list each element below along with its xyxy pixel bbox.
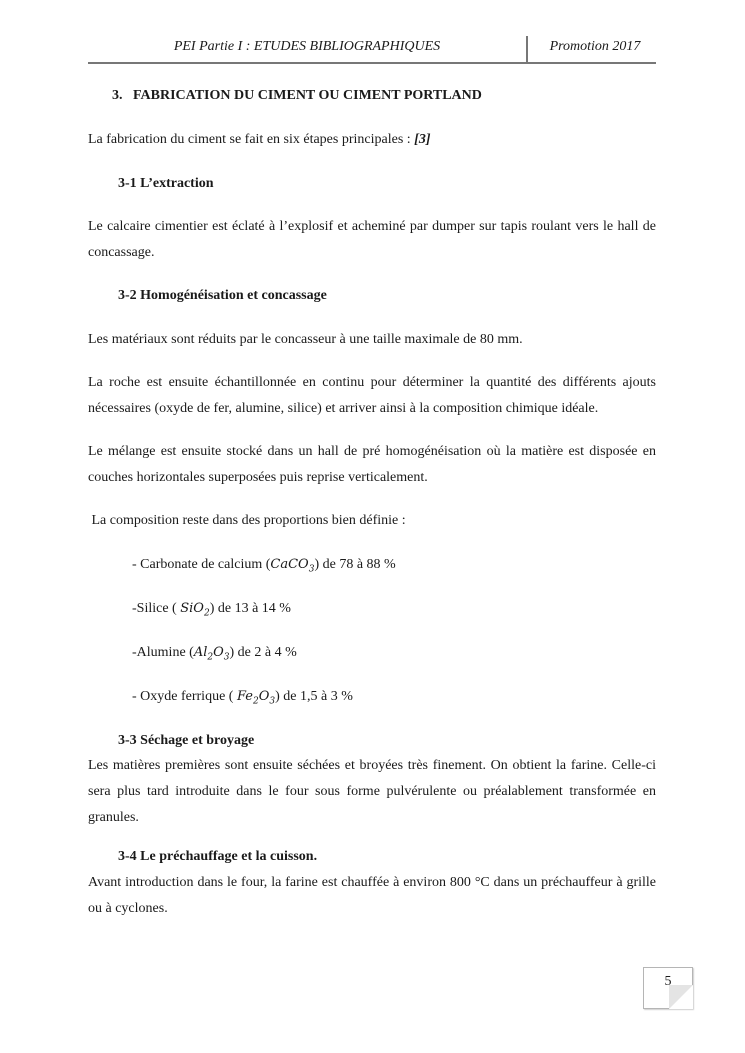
list-item-carbonate [132, 557, 396, 575]
formula-base: O [213, 645, 224, 660]
list-item-range: ) de 13 à 14 % [209, 601, 291, 616]
chemical-formula [193, 645, 230, 663]
paragraph-concasseur: Les matériaux sont réduits par le concasseur à une taille maximale de 80 mm. [88, 332, 523, 347]
section-title: FABRICATION DU CIMENT OU CIMENT PORTLAND [133, 88, 482, 103]
intro-paragraph [88, 127, 656, 153]
formula-subscript: 3 [269, 696, 276, 707]
list-item-text: -Alumine ( [132, 645, 194, 660]
paragraph-echantillonnage: La roche est ensuite échantillonnée en continu pour déterminer la quantité des différents ajouts nécessaires (oxyde de fer, alumine, silice) et arriver ainsi à la composition chimique idéale. [88, 375, 656, 416]
page-header [88, 36, 656, 64]
list-item-range: ) de 78 à 88 % [314, 557, 396, 572]
formula-base: SiO [180, 601, 204, 616]
paragraph-composition: La composition reste dans des proportions bien définie : [88, 513, 406, 528]
paragraph-prechauffage: Avant introduction dans le four, la farine est chauffée à environ 800 °C dans un préchauffeur à grille ou à cyclones. [88, 875, 656, 916]
list-item-silice [132, 601, 291, 619]
chemical-formula [270, 557, 315, 575]
formula-subscript: 3 [308, 564, 315, 575]
header-rule [88, 62, 656, 64]
formula-base: Fe [236, 689, 253, 704]
subsection-heading-homogeneisation: 3-2 Homogénéisation et concassage [118, 288, 327, 303]
citation-ref: [3] [414, 132, 431, 147]
page-fold-corner [669, 985, 693, 1009]
list-item-range: ) de 2 à 4 % [229, 645, 297, 660]
formula-subscript: 2 [207, 652, 214, 663]
formula-subscript: 2 [203, 608, 210, 619]
formula-subscript: 2 [252, 696, 259, 707]
paragraph-sechage: Les matières premières sont ensuite séchées et broyées très finement. On obtient la farine. Celle-ci sera plus tard introduite dans le four sous forme pulvérulente ou préalablement transformée en granules. [88, 758, 656, 825]
chemical-formula [236, 689, 276, 707]
section-heading [112, 88, 482, 104]
page-number-box [643, 967, 693, 1009]
paragraph-extraction: Le calcaire cimentier est éclaté à l’explosif et acheminé par dumper sur tapis roulant vers le hall de concassage. [88, 219, 656, 260]
header-separator [526, 36, 528, 63]
chemical-formula [180, 601, 210, 619]
formula-base: O [258, 689, 270, 704]
subsection-heading-prechauffage: 3-4 Le préchauffage et la cuisson. [118, 849, 318, 864]
list-item-oxyde-ferrique [132, 689, 353, 707]
list-item-text: - Oxyde ferrique ( [132, 689, 237, 704]
header-title: PEI Partie I : ETUDES BIBLIOGRAPHIQUES [173, 39, 441, 54]
list-item-text: -Silice ( [132, 601, 181, 616]
formula-base: CaCO [270, 557, 309, 572]
page-number: 5 [664, 974, 672, 989]
list-item-range: ) de 1,5 à 3 % [275, 689, 353, 704]
list-item-text: - Carbonate de calcium ( [132, 557, 271, 572]
header-promotion: Promotion 2017 [549, 39, 641, 54]
intro-text: La fabrication du ciment se fait en six étapes principales : [88, 132, 415, 147]
paragraph-stockage: Le mélange est ensuite stocké dans un hall de pré homogénéisation où la matière est disposée en couches horizontales superposées puis reprise verticalement. [88, 444, 656, 485]
formula-subscript: 3 [223, 652, 230, 663]
list-item-alumine [132, 645, 297, 663]
section-number: 3. [112, 88, 123, 103]
subsection-heading-extraction: 3-1 L’extraction [118, 176, 214, 191]
subsection-heading-sechage: 3-3 Séchage et broyage [118, 733, 255, 748]
formula-base: Al [193, 645, 208, 660]
